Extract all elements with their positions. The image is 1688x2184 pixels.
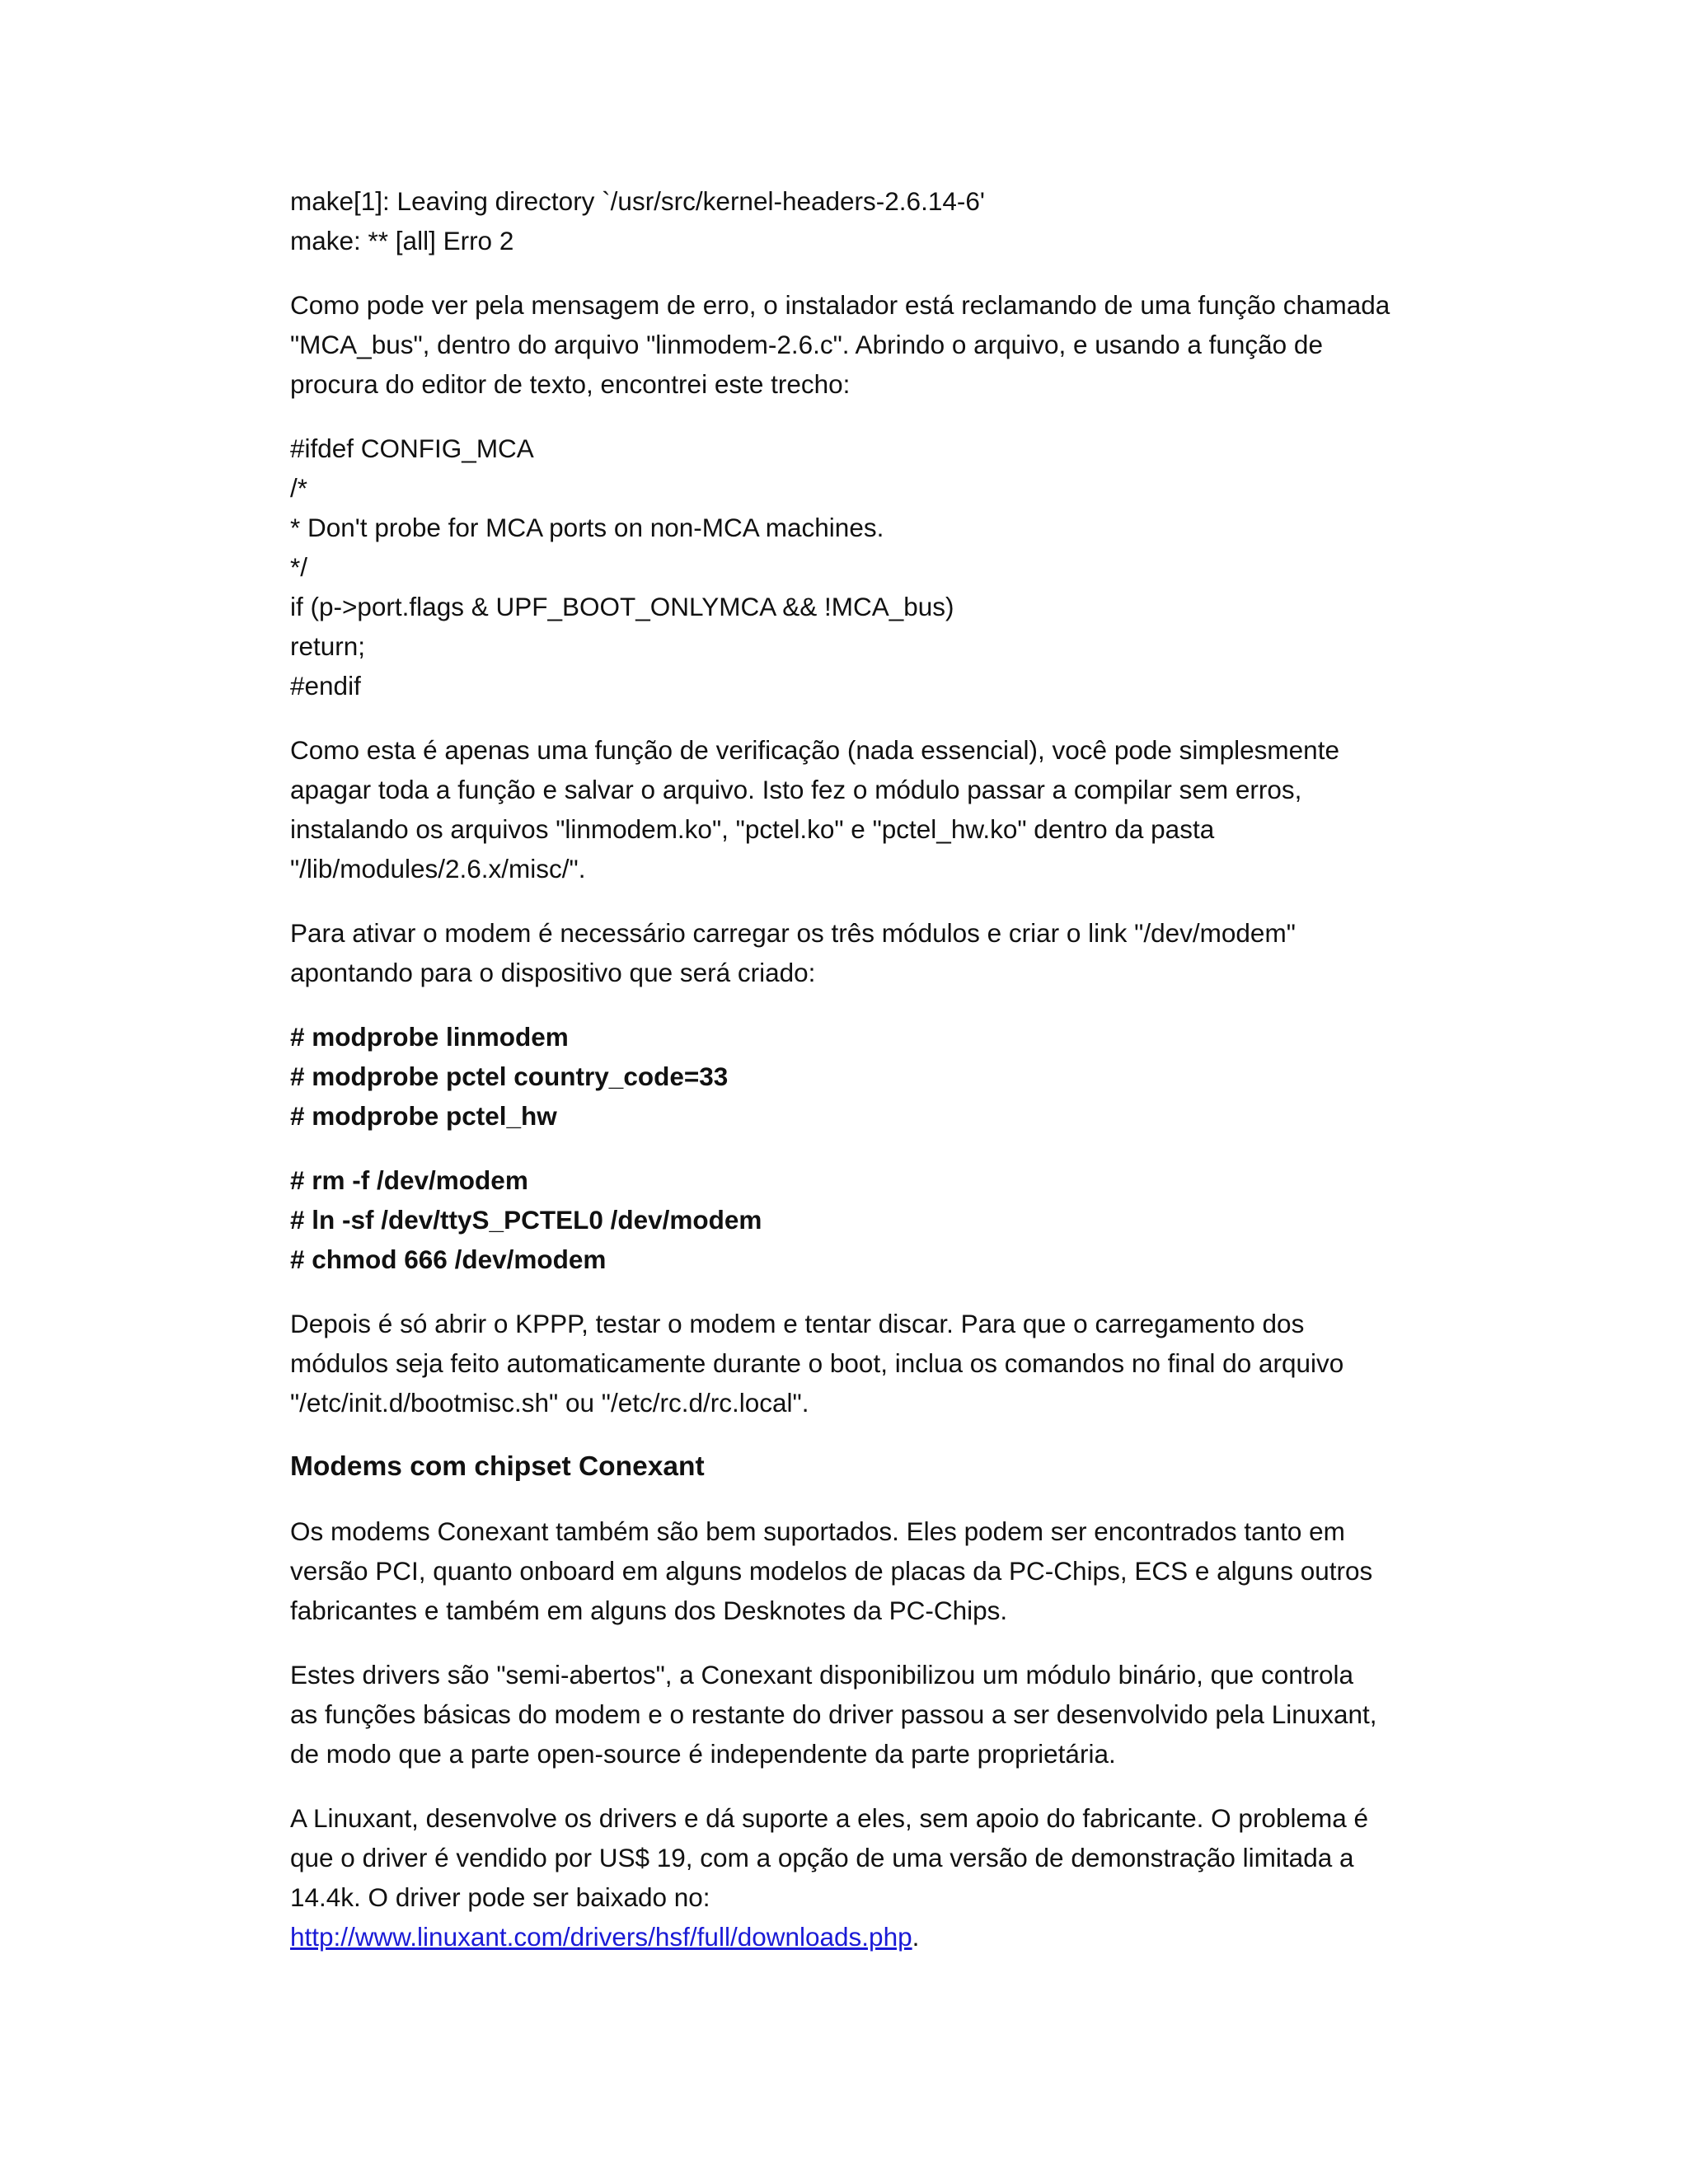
document-page xyxy=(290,181,1411,1981)
paragraph-line: Depois é só abrir o KPPP, testar o modem e tentar discar. Para que o carregamento dos xyxy=(290,1309,1305,1338)
paragraph-line: apontando para o dispositivo que será criado: xyxy=(290,958,816,987)
download-link-line xyxy=(290,1917,1411,1957)
command-line: # modprobe pctel country_code=33 xyxy=(290,1062,729,1091)
make-output-line: make[1]: Leaving directory `/usr/src/kernel-headers-2.6.14-6' xyxy=(290,186,985,216)
paragraph-linuxant xyxy=(290,1798,1411,1957)
paragraph-line: módulos seja feito automaticamente durante o boot, inclua os comandos no final do arquivo xyxy=(290,1348,1344,1378)
paragraph-line: Como esta é apenas uma função de verificação (nada essencial), você pode simplesmente xyxy=(290,735,1339,765)
paragraph-conexant xyxy=(290,1511,1411,1630)
paragraph-line: fabricantes e também em alguns dos Desknotes da PC-Chips. xyxy=(290,1596,1008,1625)
paragraph-line: Para ativar o modem é necessário carregar os três módulos e criar o link "/dev/modem" xyxy=(290,918,1296,948)
paragraph-line: instalando os arquivos "linmodem.ko", "pctel.ko" e "pctel_hw.ko" dentro da pasta xyxy=(290,814,1215,844)
command-line: # modprobe pctel_hw xyxy=(290,1101,557,1131)
code-snippet xyxy=(290,429,1411,705)
commands-modprobe xyxy=(290,1017,1411,1136)
paragraph-kppp xyxy=(290,1304,1411,1422)
command-line: # rm -f /dev/modem xyxy=(290,1165,528,1195)
code-line: */ xyxy=(290,552,308,582)
make-output xyxy=(290,181,1411,260)
paragraph-line: "MCA_bus", dentro do arquivo "linmodem-2.6.c". Abrindo o arquivo, e usando a função de xyxy=(290,330,1323,359)
download-link[interactable]: http://www.linuxant.com/drivers/hsf/full/downloads.php xyxy=(290,1922,912,1952)
paragraph-verification xyxy=(290,730,1411,888)
paragraph-line: as funções básicas do modem e o restante do driver passou a ser desenvolvido pela Linuxant, xyxy=(290,1699,1377,1729)
paragraph-line: Os modems Conexant também são bem suportados. Eles podem ser encontrados tanto em xyxy=(290,1516,1345,1546)
make-output-line: make: ** [all] Erro 2 xyxy=(290,226,514,255)
code-line: return; xyxy=(290,631,366,661)
paragraph-line: de modo que a parte open-source é independente da parte proprietária. xyxy=(290,1739,1116,1769)
paragraph-line: que o driver é vendido por US$ 19, com a opção de uma versão de demonstração limitada a xyxy=(290,1843,1354,1872)
paragraph-line: A Linuxant, desenvolve os drivers e dá suporte a eles, sem apoio do fabricante. O problema é xyxy=(290,1803,1369,1833)
section-heading: Modems com chipset Conexant xyxy=(290,1451,705,1482)
code-line: if (p->port.flags & UPF_BOOT_ONLYMCA && !MCA_bus) xyxy=(290,592,954,621)
code-line: #ifdef CONFIG_MCA xyxy=(290,434,534,463)
paragraph-line: 14.4k. O driver pode ser baixado no: xyxy=(290,1882,710,1912)
code-line: #endif xyxy=(290,671,361,701)
command-line: # modprobe linmodem xyxy=(290,1022,569,1052)
paragraph-error xyxy=(290,285,1411,404)
paragraph-line: "/lib/modules/2.6.x/misc/". xyxy=(290,854,586,883)
code-line: * Don't probe for MCA ports on non-MCA machines. xyxy=(290,513,884,542)
command-line: # ln -sf /dev/ttyS_PCTEL0 /dev/modem xyxy=(290,1205,762,1235)
paragraph-drivers xyxy=(290,1655,1411,1774)
paragraph-line: procura do editor de texto, encontrei este trecho: xyxy=(290,369,851,399)
commands-link xyxy=(290,1160,1411,1279)
link-suffix: . xyxy=(912,1922,920,1952)
paragraph-line: "/etc/init.d/bootmisc.sh" ou "/etc/rc.d/rc.local". xyxy=(290,1388,809,1418)
paragraph-line: versão PCI, quanto onboard em alguns modelos de placas da PC-Chips, ECS e alguns outros xyxy=(290,1556,1373,1586)
paragraph-line: Como pode ver pela mensagem de erro, o instalador está reclamando de uma função chamada xyxy=(290,290,1390,320)
paragraph-line: Estes drivers são "semi-abertos", a Conexant disponibilizou um módulo binário, que controla xyxy=(290,1660,1354,1690)
command-line: # chmod 666 /dev/modem xyxy=(290,1244,607,1274)
paragraph-line: apagar toda a função e salvar o arquivo. Isto fez o módulo passar a compilar sem erros, xyxy=(290,775,1302,804)
code-line: /* xyxy=(290,473,308,503)
paragraph-activate xyxy=(290,913,1411,992)
